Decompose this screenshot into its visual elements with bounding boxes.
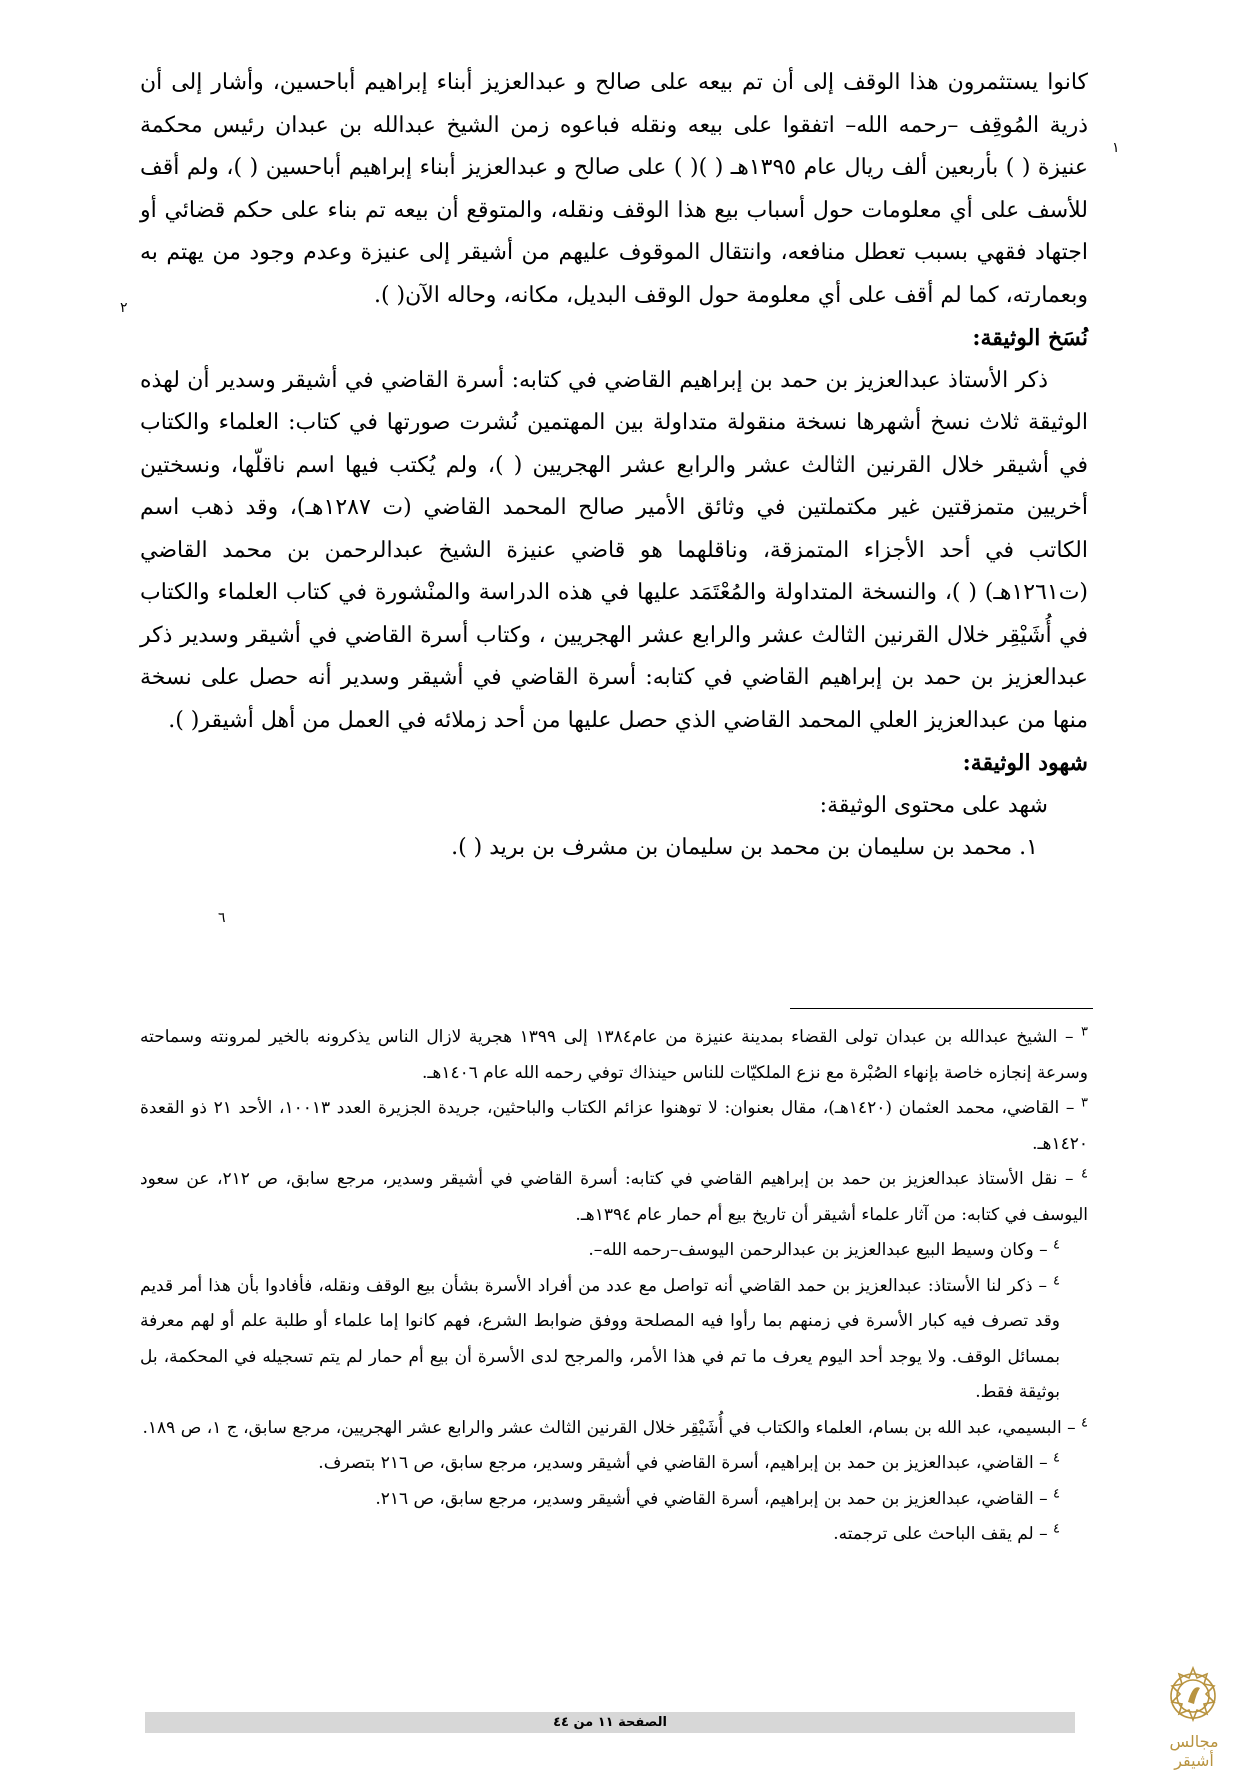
footnote-text: – ذكر لنا الأستاذ: عبدالعزيز بن حمد القاضي أنه تواصل مع عدد من أفراد الأسرة بشأن بيع الوقف ونقله، فأفادوا بأن هذا أمر قديم وقد تصرف فيه كبار الأسرة في زمنهم بما رأوا فيه المصلحة ووفق ضوابط الشرع، فهم كانوا إما علماء أو طلبة علم أو لهم معرفة بمسائل الوقف. ولا يوجد أحد اليوم يعرف ما تم في هذا الأمر، والمرجح لدى الأسرة أن بيع أم حمار لم يتم تسجيله في المحكمة، بل بوثيقة فقط. bbox=[140, 1275, 1060, 1402]
footnote-mark: ٣ bbox=[1081, 1024, 1088, 1040]
witness-list bbox=[140, 827, 1088, 870]
footnote-mark: ٤ bbox=[1081, 1414, 1088, 1430]
margin-number: ١ bbox=[1112, 140, 1120, 156]
margin-number: ٢ bbox=[120, 300, 128, 316]
paragraph-2: ذكر الأستاذ عبدالعزيز بن حمد بن إبراهيم القاضي في كتابه: أسرة القاضي في أشيقر وسدير أن لهذه الوثيقة ثلاث نسخ أشهرها نسخة منقولة متداولة بين المهتمين نُشرت صورتها في كتاب: العلماء والكتاب في أشيقر خلال القرنين الثالث عشر والرابع عشر الهجريين ( )، ولم يُكتب فيها اسم ناقلّها، ونسختين أخريين متمزقتين غير مكتملتين في وثائق الأمير صالح المحمد القاضي (ت ١٢٨٧هـ)، وقد ذهب اسم الكاتب في أحد الأجزاء المتمزقة، وناقلهما هو قاضي عنيزة الشيخ عبدالرحمن بن محمد القاضي (ت١٢٦١هـ) ( )، والنسخة المتداولة والمُعْتَمَد عليها في هذه الدراسة والمنْشورة في كتاب العلماء والكتاب في أُشَيْقِر خلال القرنين الثالث عشر والرابع عشر الهجريين ، وكتاب أسرة القاضي في أشيقر وسدير ذكر عبدالعزيز بن حمد بن إبراهيم القاضي في كتابه: أسرة القاضي في أشيقر وسدير أنه حصل على نسخة منها من عبدالعزيز العلي المحمد القاضي الذي حصل عليها من أحد زملائه في العمل من أهل أشيقر( ). bbox=[140, 367, 1088, 733]
footnote bbox=[140, 1233, 1088, 1269]
footnote-text: – البسيمي، عبد الله بن بسام، العلماء والكتاب في أُشَيْقِر خلال القرنين الثالث عشر والرابع عشر الهجريين، مرجع سابق، ج ١، ص ١٨٩. bbox=[142, 1417, 1076, 1438]
footnote bbox=[140, 1091, 1088, 1162]
footnote-mark: ٣ bbox=[1081, 1095, 1089, 1111]
page-footer bbox=[145, 1712, 1075, 1733]
margin-number: ٦ bbox=[218, 910, 226, 926]
footnote-text: – الشيخ عبدالله بن عبدان تولى القضاء بمدينة عنيزة من عام١٣٨٤ إلى ١٣٩٩ هجرية لازال الناس يذكرونه بالخير لمرونته وسماحته وسرعة إنجازه خاصة بإنهاء الصُبْرة مع نزع الملكيّات للناس حينذاك توفي رحمه الله عام ١٤٠٦هـ. bbox=[140, 1027, 1088, 1083]
footnote-mark: ٤ bbox=[1053, 1237, 1060, 1253]
footnote-mark: ٤ bbox=[1053, 1272, 1060, 1288]
logo-text: مجالس أشيقر bbox=[1169, 1732, 1219, 1770]
footnote bbox=[140, 1269, 1088, 1411]
footnote bbox=[140, 1020, 1088, 1091]
footnote-text: – القاضي، عبدالعزيز بن حمد بن إبراهيم، أسرة القاضي في أشيقر وسدير، مرجع سابق، ص ٢١٦ بتصرف. bbox=[318, 1453, 1048, 1473]
heading-document-witnesses: شهود الوثيقة: bbox=[962, 750, 1088, 776]
footnote bbox=[140, 1517, 1088, 1553]
footnote bbox=[140, 1162, 1088, 1233]
footnote-text: – القاضي، محمد العثمان (١٤٢٠هـ)، مقال بعنوان: لا توهنوا عزائم الكتاب والباحثين، جريدة الجزيرة العدد ١٠٠١٣، الأحد ٢١ ذو القعدة ١٤٢٠هـ. bbox=[140, 1098, 1088, 1154]
footnotes bbox=[140, 1020, 1088, 1553]
footnote bbox=[140, 1411, 1088, 1447]
page-number: الصفحة ١١ من ٤٤ bbox=[553, 1715, 667, 1730]
witness-item-1: ١. محمد بن سليمان بن محمد بن سليمان بن مشرف بن بريد ( ). bbox=[451, 835, 1038, 860]
footnote-mark: ٤ bbox=[1081, 1166, 1088, 1182]
main-text bbox=[140, 62, 1088, 870]
footnote-text: – القاضي، عبدالعزيز بن حمد بن إبراهيم، أسرة القاضي في أشيقر وسدير، مرجع سابق، ص ٢١٦. bbox=[375, 1488, 1048, 1509]
footnote-mark: ٤ bbox=[1053, 1521, 1060, 1537]
footnote-mark: ٤ bbox=[1053, 1450, 1060, 1466]
footnote-mark: ٤ bbox=[1053, 1485, 1060, 1501]
footnote-text: – نقل الأستاذ عبدالعزيز بن حمد بن إبراهيم القاضي في كتابه: أسرة القاضي في أشيقر وسدير، مرجع سابق، ص ٢١٢، عن سعود اليوسف في كتابه: من آثار علماء أشيقر أن تاريخ بيع أم حمار عام ١٣٩٤هـ. bbox=[140, 1169, 1088, 1225]
footnote-text: – وكان وسيط البيع عبدالعزيز بن عبدالرحمن اليوسف–رحمه الله–. bbox=[588, 1240, 1048, 1260]
paragraph-1: كانوا يستثمرون هذا الوقف إلى أن تم بيعه على صالح و عبدالعزيز أبناء إبراهيم أباحسين، وأشار إلى أن ذرية المُوقِف –رحمه الله– اتفقوا على بيعه ونقله فباعوه زمن الشيخ عبدالله بن عبدان رئيس محكمة عنيزة ( ) بأربعين ألف ريال عام ١٣٩٥هـ ( )( ) على صالح و عبدالعزيز أبناء إبراهيم أباحسين ( )، ولم أقف للأسف على أي معلومات حول أسباب بيع هذا الوقف ونقله، والمتوقع أن بيعه تم بناء على حكم قضائي أو اجتهاد فقهي بسبب تعطل منافعه، وانتقال الموقوف عليهم من أشيقر إلى عنيزة وعدم وجود من يهتم به وبعمارته، كما لم أقف على أي معلومة حول الوقف البديل، مكانه، وحاله الآن( ). bbox=[140, 70, 1089, 308]
witness-intro: شهد على محتوى الوثيقة: bbox=[819, 792, 1048, 818]
footnote bbox=[140, 1446, 1088, 1482]
footnote bbox=[140, 1482, 1088, 1518]
footnote-separator bbox=[790, 1008, 1093, 1009]
heading-document-copies: نُسَخ الوثيقة: bbox=[972, 325, 1088, 351]
footnote-text: – لم يقف الباحث على ترجمته. bbox=[833, 1524, 1048, 1544]
